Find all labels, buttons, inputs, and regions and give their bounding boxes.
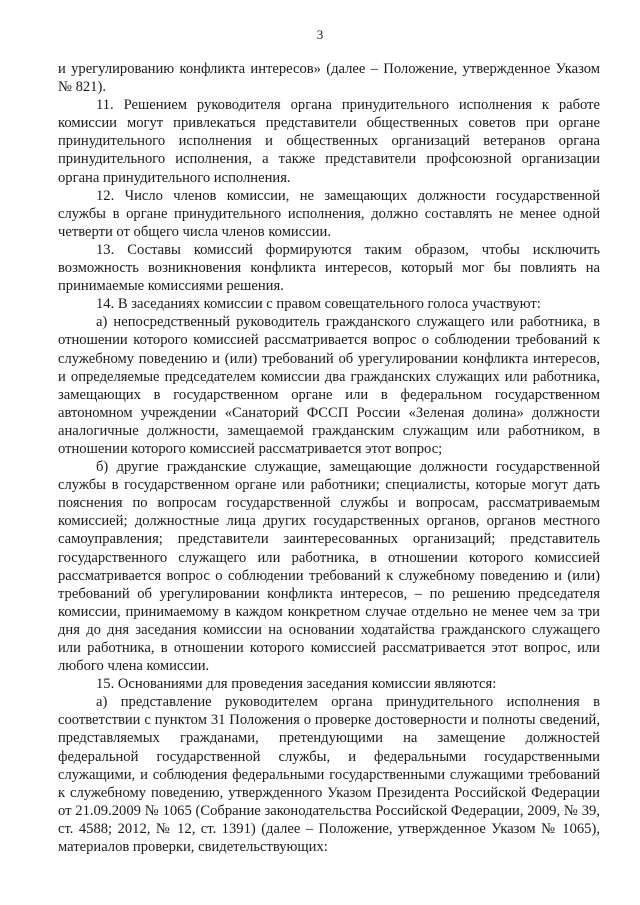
paragraph-15: 15. Основаниями для проведения заседания комиссии являются:: [96, 676, 497, 693]
page-number: 3: [316, 27, 324, 42]
paragraph-14: 14. В заседаниях комиссии с правом совещательного голоса участвуют:: [96, 296, 541, 313]
paragraph-13: 13. Составы комиссий формируются таким образом, чтобы исключить возможность возникновения конфликта интересов, который мог бы повлиять на принимаемые комиссиями решения.: [58, 241, 600, 295]
paragraph-14-a: а) непосредственный руководитель гражданского служащего или работника, в отношении которого комиссией рассматривается вопрос о соблюдении требований к служебному поведению и (или) требований об урегулировании конфликта интересов, и определяемые председателем комиссии два гражданских служащих или работника, замещающих в государственном органе или в федеральном государственном автономном учреждении «Санаторий ФССП России «Зеленая долина» должности аналогичные должности, замещаемой гражданским служащим или работником, в отношении которого комиссией рассматривается этот вопрос;: [58, 314, 600, 457]
paragraph-11: 11. Решением руководителя органа принудительного исполнения к работе комиссии могут привлекаться представители общественных советов при органе принудительного исполнения и общественных организаций ветеранов органа принудительного исполнения, а также представители профсоюзной организации органа принудительного исполнения.: [58, 97, 600, 186]
document-body: [58, 60, 600, 856]
paragraph-12: 12. Число членов комиссии, не замещающих должности государственной службы в органе принудительного исполнения, должно составлять не менее одной четверти от общего числа членов комиссии.: [58, 187, 600, 240]
paragraph-14-b: б) другие гражданские служащие, замещающие должности государственной службы в государственном органе или работники; специалисты, которые могут дать пояснения по вопросам государственной службы и вопросам, рассматриваемым комиссией; должностные лица других государственных органов, органов местного самоуправления; представители заинтересованных организаций; представитель государственного служащего или работника, в отношении которого комиссией рассматривается вопрос о соблюдении требований к служебному поведению и (или) требований об урегулировании конфликта интересов, – по решению председателя комиссии, принимаемому в каждом конкретном случае отдельно не менее чем за три дня до дня заседания комиссии на основании ходатайства гражданского служащего или работника, в отношении которого комиссией рассматривается этот вопрос, или любого члена комиссии.: [58, 459, 600, 675]
paragraph-15-a: а) представление руководителем органа принудительного исполнения в соответствии с пунктом 31 Положения о проверке достоверности и полноты сведений, представляемых гражданами, претендующими на замещение должностей федеральной государственной службы, и федеральными государственными служащими, и соблюдения федеральными государственными служащими требований к служебному поведению, утвержденного Указом Президента Российской Федерации от 21.09.2009 № 1065 (Собрание законодательства Российской Федерации, 2009, № 39, ст. 4588; 2012, № 12, ст. 1391) (далее – Положение, утвержденное Указом № 1065), материалов проверки, свидетельствующих:: [58, 694, 600, 856]
paragraph-continuation: и урегулированию конфликта интересов» (далее – Положение, утвержденное Указом № 821).: [58, 61, 600, 96]
